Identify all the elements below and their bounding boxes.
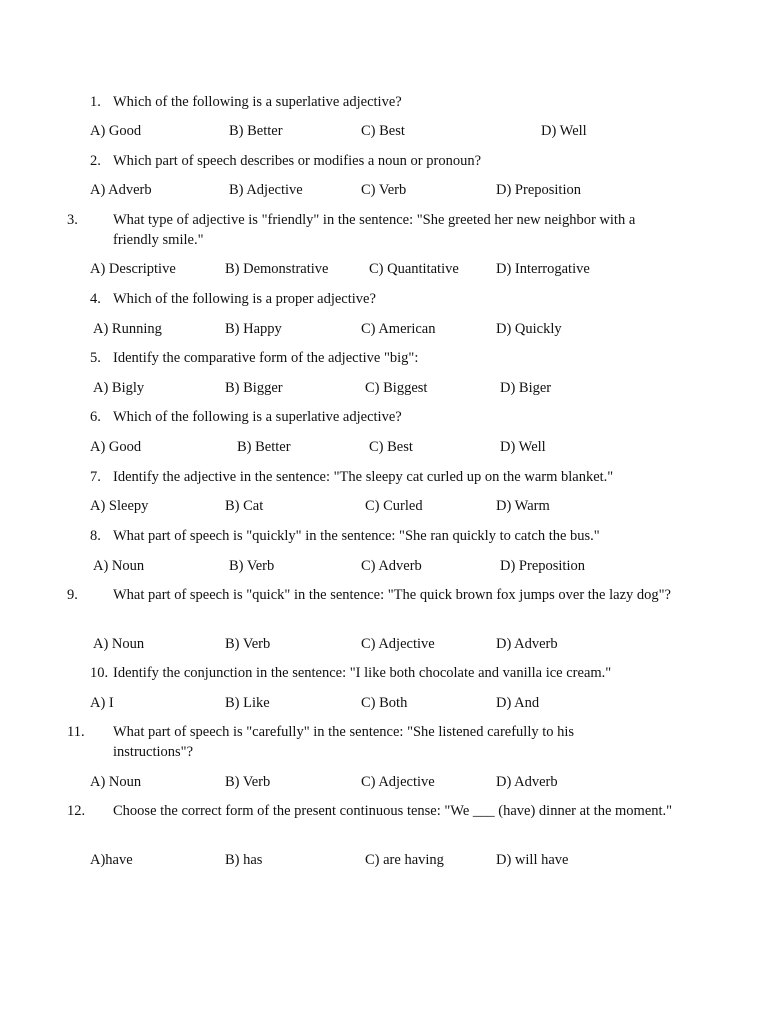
options-9 xyxy=(0,634,768,654)
option-b: B) has xyxy=(225,852,263,868)
option-d: D) Biger xyxy=(500,380,552,396)
options-5 xyxy=(0,378,768,398)
option-d: D) And xyxy=(496,695,540,711)
question-number: 11. xyxy=(67,724,85,740)
options-3 xyxy=(0,259,768,279)
option-b: B) Verb xyxy=(229,558,275,574)
option-a: A) Noun xyxy=(93,558,145,574)
options-11 xyxy=(0,772,768,792)
options-10 xyxy=(0,693,768,713)
option-b: B) Verb xyxy=(225,774,271,790)
question-text: Identify the adjective in the sentence: "The sleepy cat curled up on the warm blanket." xyxy=(113,469,614,485)
option-d: D) Preposition xyxy=(500,558,585,574)
option-a: A) Noun xyxy=(90,774,142,790)
option-a: A) Descriptive xyxy=(90,261,176,277)
option-b: B) Bigger xyxy=(225,380,283,396)
option-b: B) Better xyxy=(229,123,283,139)
option-c: C) Best xyxy=(369,439,413,455)
options-6 xyxy=(0,437,768,457)
question-5 xyxy=(90,348,670,368)
question-number: 12. xyxy=(67,803,86,819)
option-a: A) Good xyxy=(90,439,142,455)
option-c: C) Adjective xyxy=(361,636,435,652)
question-number: 1. xyxy=(90,94,101,110)
question-1 xyxy=(90,92,670,112)
options-8 xyxy=(0,556,768,576)
option-d: D) Quickly xyxy=(496,321,562,337)
option-b: B) Demonstrative xyxy=(225,261,329,277)
option-c: C) Best xyxy=(361,123,405,139)
question-number: 7. xyxy=(90,469,101,485)
options-1 xyxy=(0,121,768,141)
question-text: What part of speech is "carefully" in the sentence: "She listened carefully to his instructions"? xyxy=(113,724,575,760)
options-2 xyxy=(0,180,768,200)
option-c: C) Biggest xyxy=(365,380,428,396)
option-b: B) Adjective xyxy=(229,182,303,198)
option-a: A) Bigly xyxy=(93,380,145,396)
option-b: B) Cat xyxy=(225,498,264,514)
option-a: A) I xyxy=(90,695,114,711)
question-text: Identify the conjunction in the sentence: "I like both chocolate and vanilla ice cream." xyxy=(113,665,612,681)
option-c: C) Quantitative xyxy=(369,261,459,277)
question-number: 2. xyxy=(90,153,101,169)
option-d: D) Well xyxy=(541,123,587,139)
question-text: What part of speech is "quickly" in the sentence: "She ran quickly to catch the bus." xyxy=(113,528,600,544)
question-number: 5. xyxy=(90,350,101,366)
question-8 xyxy=(90,526,690,546)
question-number: 8. xyxy=(90,528,101,544)
option-c: C) are having xyxy=(365,852,444,868)
option-d: D) will have xyxy=(496,852,569,868)
option-c: C) Curled xyxy=(365,498,423,514)
option-c: C) American xyxy=(361,321,436,337)
option-a: A) Running xyxy=(93,321,162,337)
question-text: Which of the following is a superlative adjective? xyxy=(113,94,402,110)
option-a: A)have xyxy=(90,852,133,868)
option-d: D) Warm xyxy=(496,498,550,514)
option-a: A) Good xyxy=(90,123,142,139)
option-a: A) Noun xyxy=(93,636,145,652)
option-c: C) Verb xyxy=(361,182,407,198)
option-c: C) Adverb xyxy=(361,558,422,574)
question-7 xyxy=(90,467,690,487)
question-3 xyxy=(67,210,680,250)
options-12 xyxy=(0,850,768,870)
option-c: C) Both xyxy=(361,695,408,711)
option-c: C) Adjective xyxy=(361,774,435,790)
options-7 xyxy=(0,496,768,516)
question-12 xyxy=(67,801,678,821)
question-text: Which part of speech describes or modifies a noun or pronoun? xyxy=(113,153,482,169)
question-6 xyxy=(90,407,670,427)
option-d: D) Well xyxy=(500,439,546,455)
question-text: Which of the following is a superlative adjective? xyxy=(113,409,402,425)
question-number: 9. xyxy=(67,587,78,603)
question-number: 10. xyxy=(90,665,109,681)
question-number: 6. xyxy=(90,409,101,425)
option-d: D) Preposition xyxy=(496,182,581,198)
option-b: B) Like xyxy=(225,695,270,711)
question-10 xyxy=(90,663,690,683)
option-b: B) Happy xyxy=(225,321,282,337)
options-4 xyxy=(0,319,768,339)
question-text: What part of speech is "quick" in the sentence: "The quick brown fox jumps over the lazy dog"? xyxy=(113,587,671,603)
question-text: Identify the comparative form of the adjective "big": xyxy=(113,350,419,366)
option-b: B) Verb xyxy=(225,636,271,652)
question-text: What type of adjective is "friendly" in the sentence: "She greeted her new neighbor with a friendly smile." xyxy=(113,212,636,248)
question-2 xyxy=(90,151,670,171)
question-number: 4. xyxy=(90,291,101,307)
option-b: B) Better xyxy=(237,439,291,455)
question-11 xyxy=(67,722,640,762)
question-number: 3. xyxy=(67,212,78,228)
option-d: D) Adverb xyxy=(496,636,558,652)
question-text: Which of the following is a proper adjective? xyxy=(113,291,376,307)
option-d: D) Adverb xyxy=(496,774,558,790)
option-a: A) Adverb xyxy=(90,182,152,198)
question-4 xyxy=(90,289,670,309)
option-a: A) Sleepy xyxy=(90,498,149,514)
question-text: Choose the correct form of the present continuous tense: "We ___ (have) dinner at the moment." xyxy=(113,803,673,819)
question-9 xyxy=(67,585,680,605)
option-d: D) Interrogative xyxy=(496,261,590,277)
